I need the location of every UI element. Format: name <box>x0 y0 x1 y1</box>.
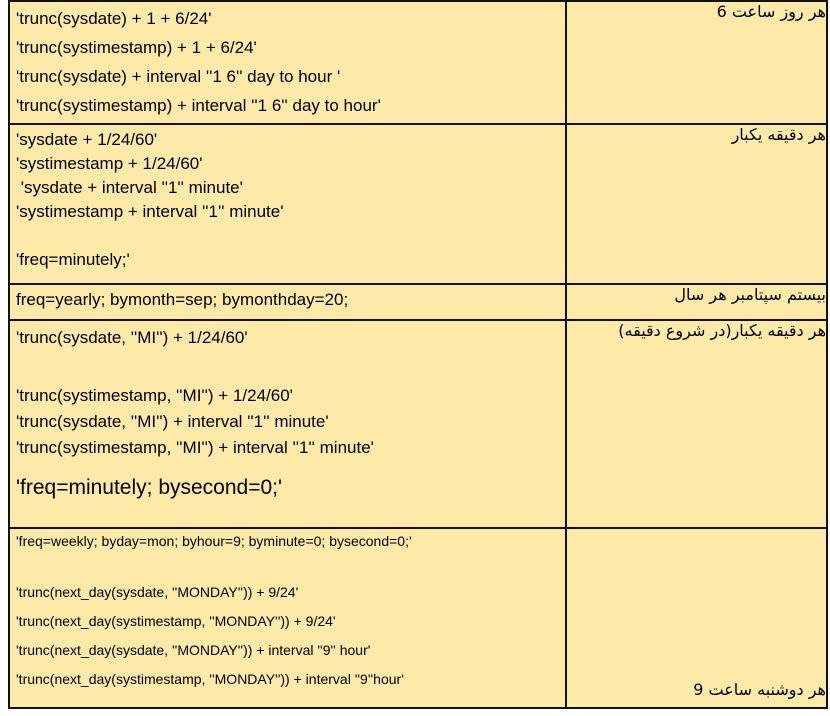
table-row <box>9 1 827 124</box>
code-line: 'trunc(systimestamp, ''MI'') + 1/24/60' <box>16 386 293 405</box>
schedule-interval-table <box>8 0 828 709</box>
code-line: 'trunc(systimestamp) + 1 + 6/24' <box>16 38 257 57</box>
code-line: 'sysdate + 1/24/60' <box>16 130 158 149</box>
code-line: 'trunc(next_day(sysdate, ''MONDAY'')) + interval ''9'' hour' <box>16 642 371 658</box>
code-cell <box>9 1 566 124</box>
code-line: 'trunc(next_day(systimestamp, ''MONDAY'')) + 9/24' <box>16 613 336 629</box>
code-cell <box>9 124 566 284</box>
description-cell: بیستم سپتامبر هر سال <box>566 284 827 320</box>
code-line: 'sysdate + interval ''1'' minute' <box>16 178 243 197</box>
blank-line <box>10 556 565 578</box>
code-line: 'trunc(sysdate, ''MI'') + 1/24/60' <box>16 328 248 347</box>
code-line: 'freq=weekly; byday=mon; byhour=9; byminute=0; bysecond=0;' <box>16 533 412 549</box>
description-cell: هر دقیقه یکبار <box>566 124 827 284</box>
code-line: freq=yearly; bymonth=sep; bymonthday=20; <box>16 290 349 309</box>
description-cell: هر روز ساعت 6 <box>566 1 827 124</box>
code-cell <box>9 320 566 528</box>
blank-line <box>10 224 565 248</box>
code-cell <box>9 284 566 320</box>
code-line: 'trunc(next_day(sysdate, ''MONDAY'')) + 9/24' <box>16 584 299 600</box>
table-row <box>9 124 827 284</box>
code-line: 'trunc(systimestamp, ''MI'') + interval ''1'' minute' <box>16 438 374 457</box>
code-line: 'freq=minutely; bysecond=0;' <box>16 476 283 499</box>
code-cell <box>9 528 566 708</box>
table-row <box>9 320 827 528</box>
code-line: 'trunc(next_day(systimestamp, ''MONDAY'')) + interval ''9''hour' <box>16 671 404 687</box>
code-line: 'freq=minutely;' <box>16 250 130 269</box>
code-line: 'systimestamp + interval ''1'' minute' <box>16 202 284 221</box>
description-cell: هر دوشنبه ساعت 9 <box>566 528 827 708</box>
blank-line <box>10 351 565 383</box>
code-line: 'trunc(systimestamp) + interval ''1 6'' day to hour' <box>16 96 381 115</box>
code-line: 'trunc(sysdate) + 1 + 6/24' <box>16 9 212 28</box>
code-line: 'systimestamp + 1/24/60' <box>16 154 203 173</box>
code-line: 'trunc(sysdate) + interval ''1 6'' day to hour ' <box>16 67 341 86</box>
table-row <box>9 528 827 708</box>
code-line: 'trunc(sysdate, ''MI'') + interval ''1'' minute' <box>16 412 329 431</box>
table-row <box>9 284 827 320</box>
description-cell: هر دقیقه یکبار(در شروع دقیقه) <box>566 320 827 528</box>
